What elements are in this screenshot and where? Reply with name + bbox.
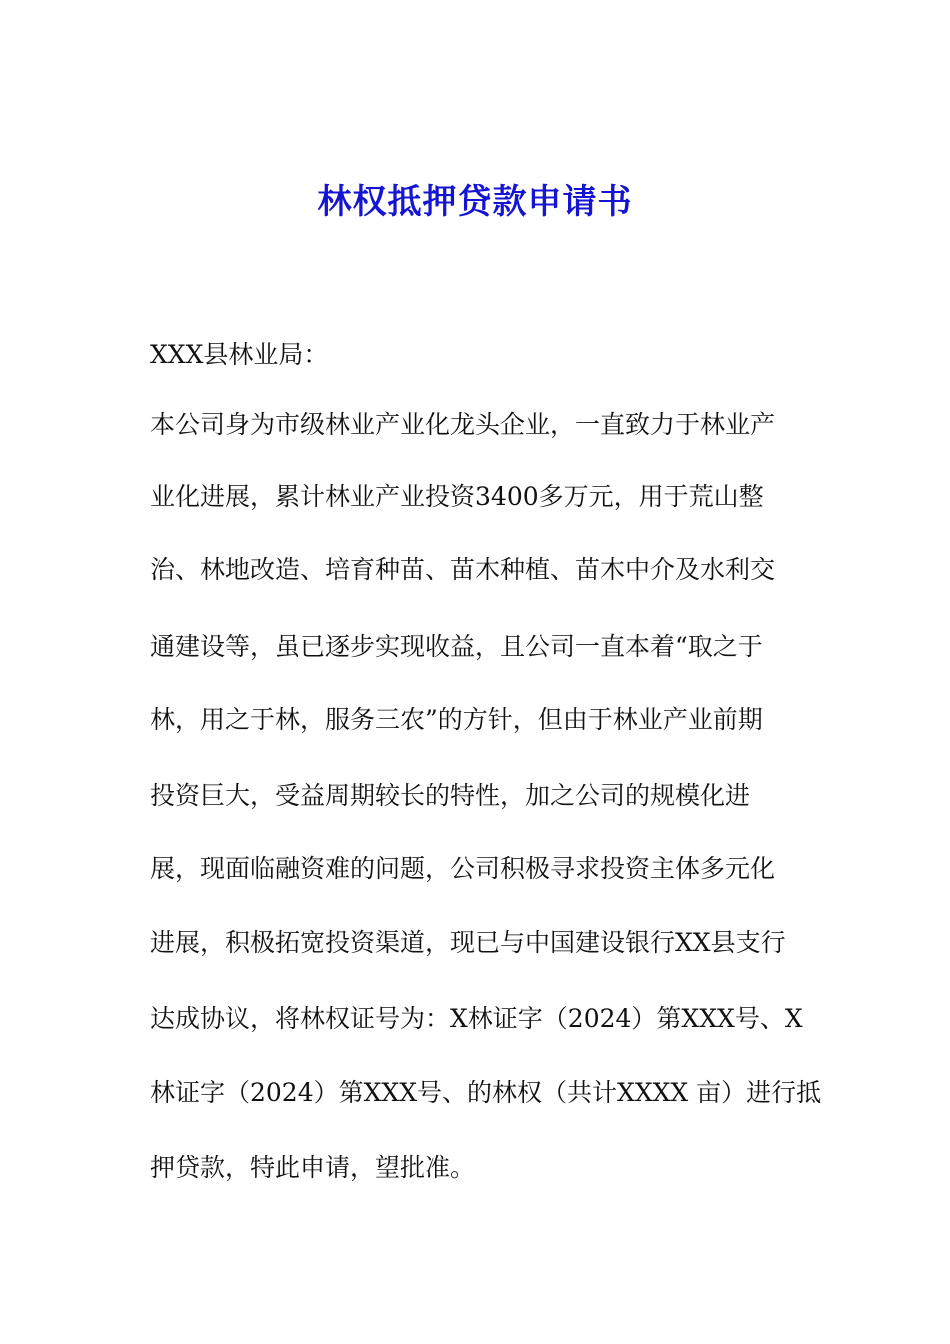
body-line: 押贷款，特此申请，望批准。 <box>150 1153 476 1182</box>
body-line: 投资巨大，受益周期较长的特性，加之公司的规模化进 <box>150 781 751 810</box>
salutation: XXX县林业局： <box>150 340 329 369</box>
body-line: 林证字（2024）第XXX号、的林权（共计XXXX 亩）进行抵 <box>150 1078 822 1107</box>
body-line: 达成协议，将林权证号为：X林证字（2024）第XXX号、X <box>150 1004 803 1033</box>
body-line: 展，现面临融资难的问题，公司积极寻求投资主体多元化 <box>150 854 776 883</box>
body-line: 本公司身为市级林业产业化龙头企业，一直致力于林业产 <box>150 410 776 439</box>
body-line: 林，用之于林，服务三农”的方针，但由于林业产业前期 <box>150 705 763 734</box>
body-line: 通建设等，虽已逐步实现收益，且公司一直本着“取之于 <box>150 632 763 661</box>
body-line: 进展，积极拓宽投资渠道，现已与中国建设银行XX县支行 <box>150 928 786 957</box>
body-line: 治、林地改造、培育种苗、苗木种植、苗木中介及水利交 <box>150 555 776 584</box>
document-title: 林权抵押贷款申请书 <box>317 182 633 222</box>
body-line: 业化进展，累计林业产业投资3400多万元，用于荒山整 <box>150 482 764 511</box>
